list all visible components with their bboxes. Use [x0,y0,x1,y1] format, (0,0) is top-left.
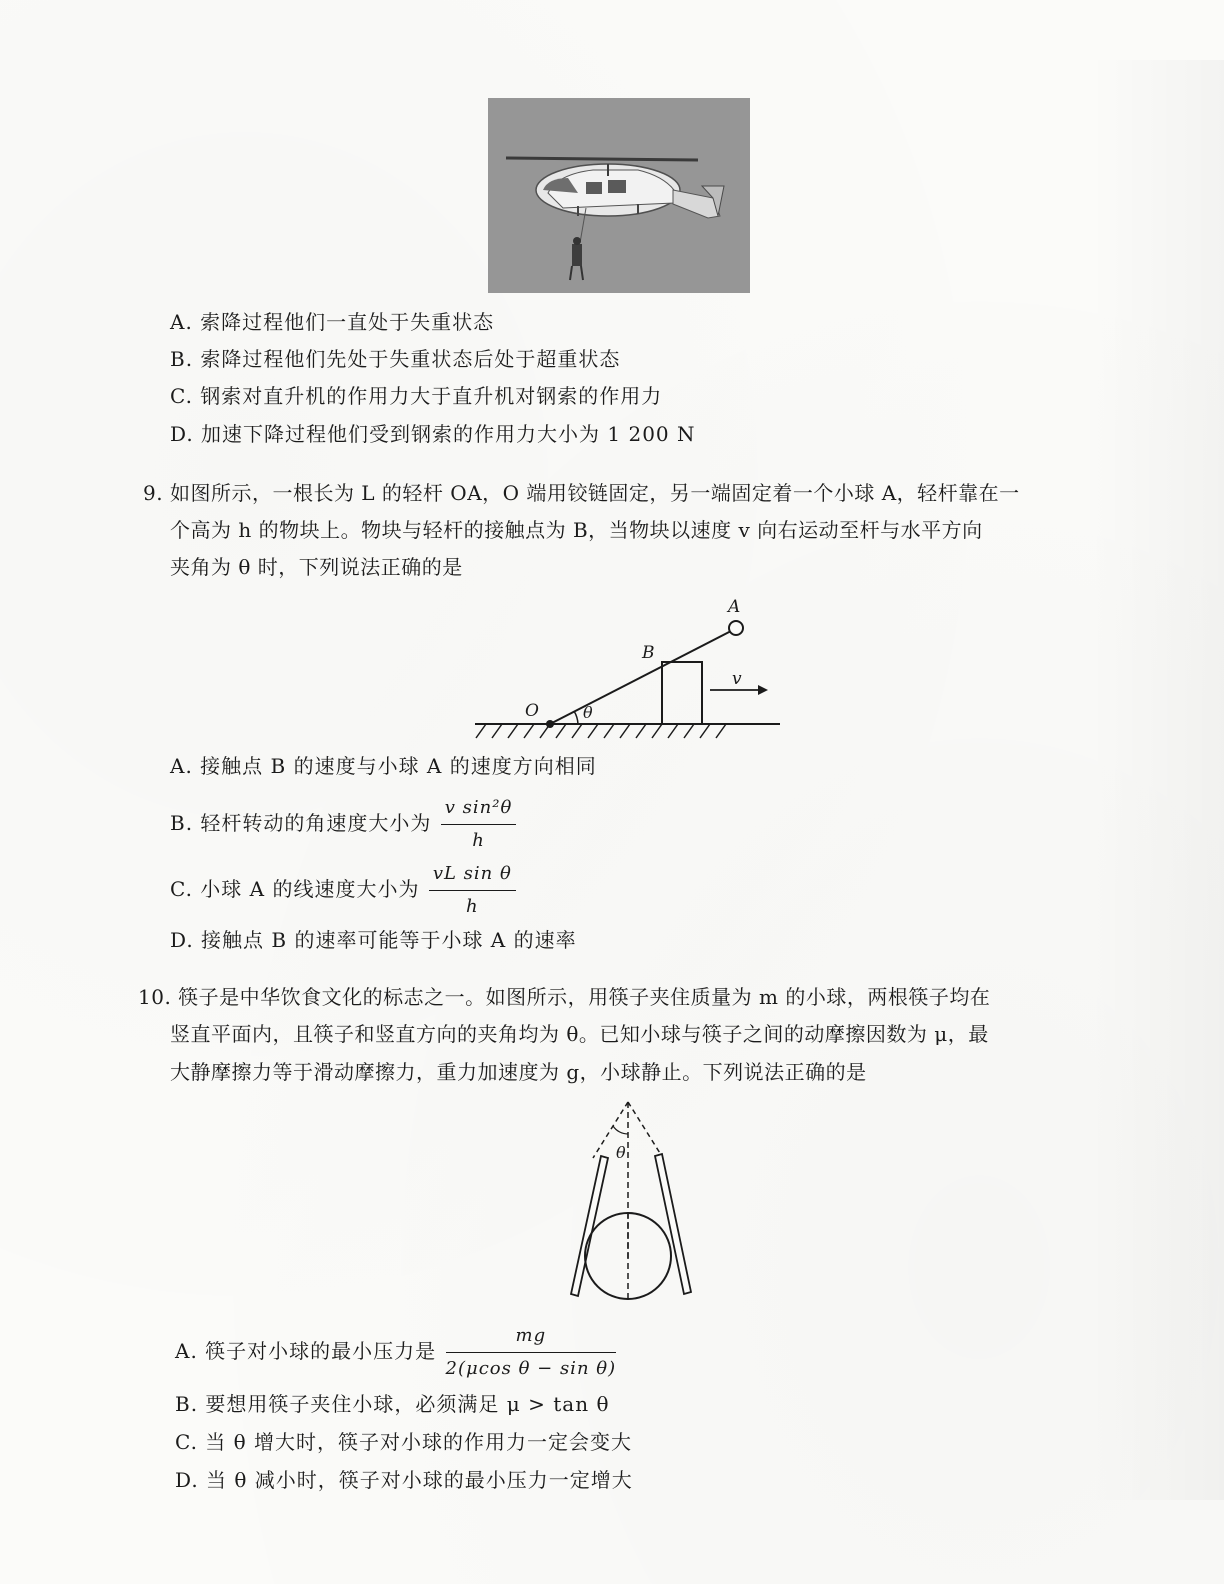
q10-stem-line-2: 竖直平面内，且筷子和竖直方向的夹角均为 θ。已知小球与筷子之间的动摩擦因数为 μ，最 [170,1022,989,1046]
q9-option-b [170,794,516,855]
q10-stem-line-1: 10. 筷子是中华饮食文化的标志之一。如图所示，用筷子夹住质量为 m 的小球，两根筷子均在 [138,985,991,1009]
q9-option-c [170,860,516,921]
q9-option-c-denominator: h [466,896,479,917]
q10-option-a-prefix: A. 筷子对小球的最小压力是 [175,1339,437,1363]
q10-option-c: C. 当 θ 增大时，筷子对小球的作用力一定会变大 [175,1430,633,1454]
q9-pivot-o [546,720,554,728]
q9-option-a: A. 接触点 B 的速度与小球 A 的速度方向相同 [170,754,597,778]
q10-stem-line-3: 大静摩擦力等于滑动摩擦力，重力加速度为 g，小球静止。下列说法正确的是 [170,1060,867,1084]
q9-block [662,662,702,724]
q8-option-d: D. 加速下降过程他们受到钢索的作用力大小为 1 200 N [170,422,696,446]
q10-option-b: B. 要想用筷子夹住小球，必须满足 μ > tan θ [175,1392,610,1416]
q9-arrow-head [758,685,768,695]
q8-option-a: A. 索降过程他们一直处于失重状态 [170,310,495,334]
q9-stem-line-3: 夹角为 θ 时，下列说法正确的是 [170,555,463,579]
q10-chopsticks-diagram [560,1098,700,1303]
q9-label-theta: θ [583,703,593,722]
q9-label-o: O [525,701,539,721]
q9-angle-arc [574,711,578,724]
helicopter-illustration [488,98,750,293]
q10-option-a-denominator: 2(μcos θ − sin θ) [445,1358,617,1379]
q8-option-c: C. 钢索对直升机的作用力大于直升机对钢索的作用力 [170,384,663,408]
q10-label-theta: θ [616,1143,626,1162]
q9-option-b-fraction [441,794,517,855]
q9-option-c-prefix: C. 小球 A 的线速度大小为 [170,877,420,901]
q9-label-a: A [728,597,741,617]
q10-option-d: D. 当 θ 减小时，筷子对小球的最小压力一定增大 [175,1468,633,1492]
q9-label-b: B [642,643,655,663]
q10-angle-arc [613,1126,628,1134]
helicopter-photo [488,98,750,293]
q9-option-b-denominator: h [472,830,485,851]
q10-option-a-fraction [446,1322,617,1383]
q9-ball-a [729,621,743,635]
q8-option-b: B. 索降过程他们先处于失重状态后处于超重状态 [170,347,621,371]
q9-ground-hatching [476,724,726,738]
q9-rod-block-diagram [470,592,790,742]
q9-option-b-prefix: B. 轻杆转动的角速度大小为 [170,811,432,835]
q9-option-c-numerator: vL sin θ [429,860,516,891]
q9-option-d: D. 接触点 B 的速率可能等于小球 A 的速率 [170,928,577,952]
q10-option-a-numerator: mg [446,1322,617,1353]
q9-stem-line-2: 个高为 h 的物块上。物块与轻杆的接触点为 B，当物块以速度 v 向右运动至杆与水平方向 [170,518,983,542]
q9-option-c-fraction [429,860,516,921]
q10-option-a [175,1322,616,1383]
q10-right-chopstick [655,1154,691,1294]
bleed-through-shadow [1089,60,1224,1500]
q9-option-b-numerator: v sin²θ [441,794,517,825]
q10-right-guide [628,1102,663,1158]
q9-label-v: v [732,669,742,689]
q9-stem-line-1: 9. 如图所示，一根长为 L 的轻杆 OA，O 端用铰链固定，另一端固定着一个小球 A，轻杆靠在一 [143,481,1020,505]
